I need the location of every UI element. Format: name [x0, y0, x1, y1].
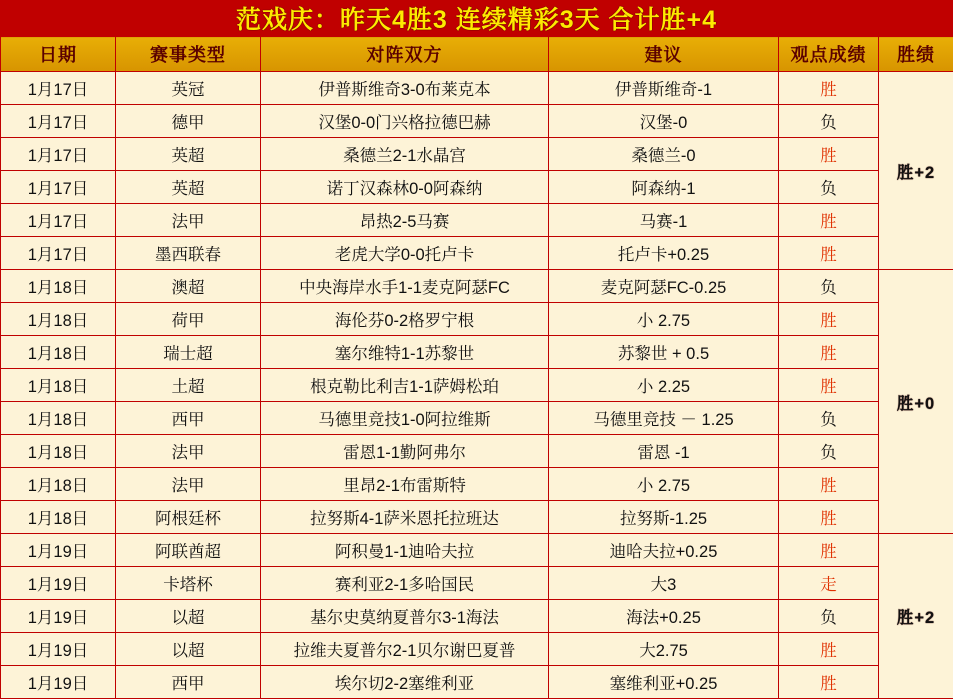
- column-header-match: 对阵双方: [261, 37, 549, 72]
- cell-type: 英超: [116, 171, 261, 204]
- cell-result: 负: [779, 402, 879, 435]
- cell-result: 负: [779, 600, 879, 633]
- cell-type: 法甲: [116, 204, 261, 237]
- table-row: [1, 402, 953, 435]
- cell-date: 1月17日: [1, 72, 116, 105]
- cell-advice: 小 2.25: [549, 369, 779, 402]
- cell-date: 1月17日: [1, 138, 116, 171]
- cell-date: 1月18日: [1, 435, 116, 468]
- table-row: [1, 270, 953, 303]
- table-row: [1, 600, 953, 633]
- table-row: [1, 666, 953, 699]
- cell-result: 胜: [779, 303, 879, 336]
- cell-match: 老虎大学0-0托卢卡: [261, 237, 549, 270]
- cell-match: 桑德兰2-1水晶宫: [261, 138, 549, 171]
- table-row: [1, 171, 953, 204]
- cell-match: 根克勒比利吉1-1萨姆松珀: [261, 369, 549, 402]
- cell-result: 走: [779, 567, 879, 600]
- cell-match: 埃尔切2-2塞维利亚: [261, 666, 549, 699]
- cell-date: 1月19日: [1, 633, 116, 666]
- cell-match: 昂热2-5马赛: [261, 204, 549, 237]
- cell-advice: 大3: [549, 567, 779, 600]
- cell-date: 1月18日: [1, 369, 116, 402]
- cell-match: 伊普斯维奇3-0布莱克本: [261, 72, 549, 105]
- table-row: [1, 336, 953, 369]
- predictions-table: [0, 36, 953, 699]
- cell-score-total: 胜+2: [879, 72, 953, 270]
- cell-type: 阿根廷杯: [116, 501, 261, 534]
- cell-type: 法甲: [116, 468, 261, 501]
- cell-date: 1月17日: [1, 204, 116, 237]
- cell-advice: 苏黎世 + 0.5: [549, 336, 779, 369]
- table-row: [1, 138, 953, 171]
- cell-advice: 桑德兰-0: [549, 138, 779, 171]
- cell-date: 1月18日: [1, 270, 116, 303]
- cell-result: 胜: [779, 633, 879, 666]
- cell-advice: 塞维利亚+0.25: [549, 666, 779, 699]
- column-header-date: 日期: [1, 37, 116, 72]
- cell-type: 以超: [116, 600, 261, 633]
- column-header-result: 观点成绩: [779, 37, 879, 72]
- cell-result: 负: [779, 171, 879, 204]
- cell-date: 1月19日: [1, 600, 116, 633]
- cell-match: 拉维夫夏普尔2-1贝尔谢巴夏普: [261, 633, 549, 666]
- cell-type: 墨西联春: [116, 237, 261, 270]
- table-row: [1, 369, 953, 402]
- cell-date: 1月18日: [1, 336, 116, 369]
- cell-date: 1月17日: [1, 237, 116, 270]
- cell-match: 阿积曼1-1迪哈夫拉: [261, 534, 549, 567]
- cell-result: 胜: [779, 138, 879, 171]
- cell-advice: 麦克阿瑟FC-0.25: [549, 270, 779, 303]
- table-body: [1, 72, 953, 699]
- cell-result: 胜: [779, 666, 879, 699]
- cell-result: 胜: [779, 501, 879, 534]
- cell-date: 1月19日: [1, 534, 116, 567]
- table-row: [1, 237, 953, 270]
- cell-result: 胜: [779, 72, 879, 105]
- table-row: [1, 534, 953, 567]
- cell-advice: 伊普斯维奇-1: [549, 72, 779, 105]
- cell-advice: 马德里竞技 － 1.25: [549, 402, 779, 435]
- cell-type: 卡塔杯: [116, 567, 261, 600]
- cell-score-total: 胜+0: [879, 270, 953, 534]
- cell-score-total: 胜+2: [879, 534, 953, 699]
- cell-result: 胜: [779, 336, 879, 369]
- table-row: [1, 204, 953, 237]
- cell-advice: 拉努斯-1.25: [549, 501, 779, 534]
- cell-advice: 托卢卡+0.25: [549, 237, 779, 270]
- cell-date: 1月18日: [1, 468, 116, 501]
- cell-type: 西甲: [116, 402, 261, 435]
- column-header-advice: 建议: [549, 37, 779, 72]
- cell-type: 法甲: [116, 435, 261, 468]
- cell-advice: 雷恩 -1: [549, 435, 779, 468]
- cell-advice: 小 2.75: [549, 303, 779, 336]
- cell-type: 德甲: [116, 105, 261, 138]
- cell-result: 负: [779, 105, 879, 138]
- column-header-type: 赛事类型: [116, 37, 261, 72]
- cell-match: 基尔史莫纳夏普尔3-1海法: [261, 600, 549, 633]
- cell-type: 以超: [116, 633, 261, 666]
- column-header-score: 胜绩: [879, 37, 953, 72]
- cell-type: 英超: [116, 138, 261, 171]
- cell-advice: 阿森纳-1: [549, 171, 779, 204]
- cell-advice: 迪哈夫拉+0.25: [549, 534, 779, 567]
- cell-date: 1月18日: [1, 303, 116, 336]
- cell-advice: 海法+0.25: [549, 600, 779, 633]
- cell-result: 负: [779, 270, 879, 303]
- cell-match: 中央海岸水手1-1麦克阿瑟FC: [261, 270, 549, 303]
- cell-match: 海伦芬0-2格罗宁根: [261, 303, 549, 336]
- cell-advice: 汉堡-0: [549, 105, 779, 138]
- cell-advice: 大2.75: [549, 633, 779, 666]
- cell-date: 1月19日: [1, 666, 116, 699]
- table-row: [1, 468, 953, 501]
- cell-date: 1月19日: [1, 567, 116, 600]
- cell-match: 塞尔维特1-1苏黎世: [261, 336, 549, 369]
- cell-type: 土超: [116, 369, 261, 402]
- cell-match: 诺丁汉森林0-0阿森纳: [261, 171, 549, 204]
- table-header-row: [1, 37, 953, 72]
- cell-result: 胜: [779, 237, 879, 270]
- cell-date: 1月17日: [1, 105, 116, 138]
- cell-match: 汉堡0-0门兴格拉德巴赫: [261, 105, 549, 138]
- table-row: [1, 501, 953, 534]
- cell-advice: 马赛-1: [549, 204, 779, 237]
- cell-type: 西甲: [116, 666, 261, 699]
- cell-match: 拉努斯4-1萨米恩托拉班达: [261, 501, 549, 534]
- table-row: [1, 567, 953, 600]
- table-row: [1, 435, 953, 468]
- table-row: [1, 72, 953, 105]
- cell-type: 英冠: [116, 72, 261, 105]
- table-row: [1, 105, 953, 138]
- cell-advice: 小 2.75: [549, 468, 779, 501]
- cell-match: 雷恩1-1勤阿弗尔: [261, 435, 549, 468]
- cell-type: 瑞士超: [116, 336, 261, 369]
- table-row: [1, 303, 953, 336]
- cell-result: 负: [779, 435, 879, 468]
- cell-result: 胜: [779, 204, 879, 237]
- cell-match: 里昂2-1布雷斯特: [261, 468, 549, 501]
- cell-type: 阿联酋超: [116, 534, 261, 567]
- cell-result: 胜: [779, 369, 879, 402]
- cell-result: 胜: [779, 534, 879, 567]
- cell-date: 1月17日: [1, 171, 116, 204]
- cell-type: 澳超: [116, 270, 261, 303]
- cell-match: 赛利亚2-1多哈国民: [261, 567, 549, 600]
- cell-date: 1月18日: [1, 501, 116, 534]
- table-row: [1, 633, 953, 666]
- cell-match: 马德里竞技1-0阿拉维斯: [261, 402, 549, 435]
- cell-result: 胜: [779, 468, 879, 501]
- cell-type: 荷甲: [116, 303, 261, 336]
- cell-date: 1月18日: [1, 402, 116, 435]
- page-title: 范戏庆：昨天4胜3 连续精彩3天 合计胜+4: [0, 0, 953, 36]
